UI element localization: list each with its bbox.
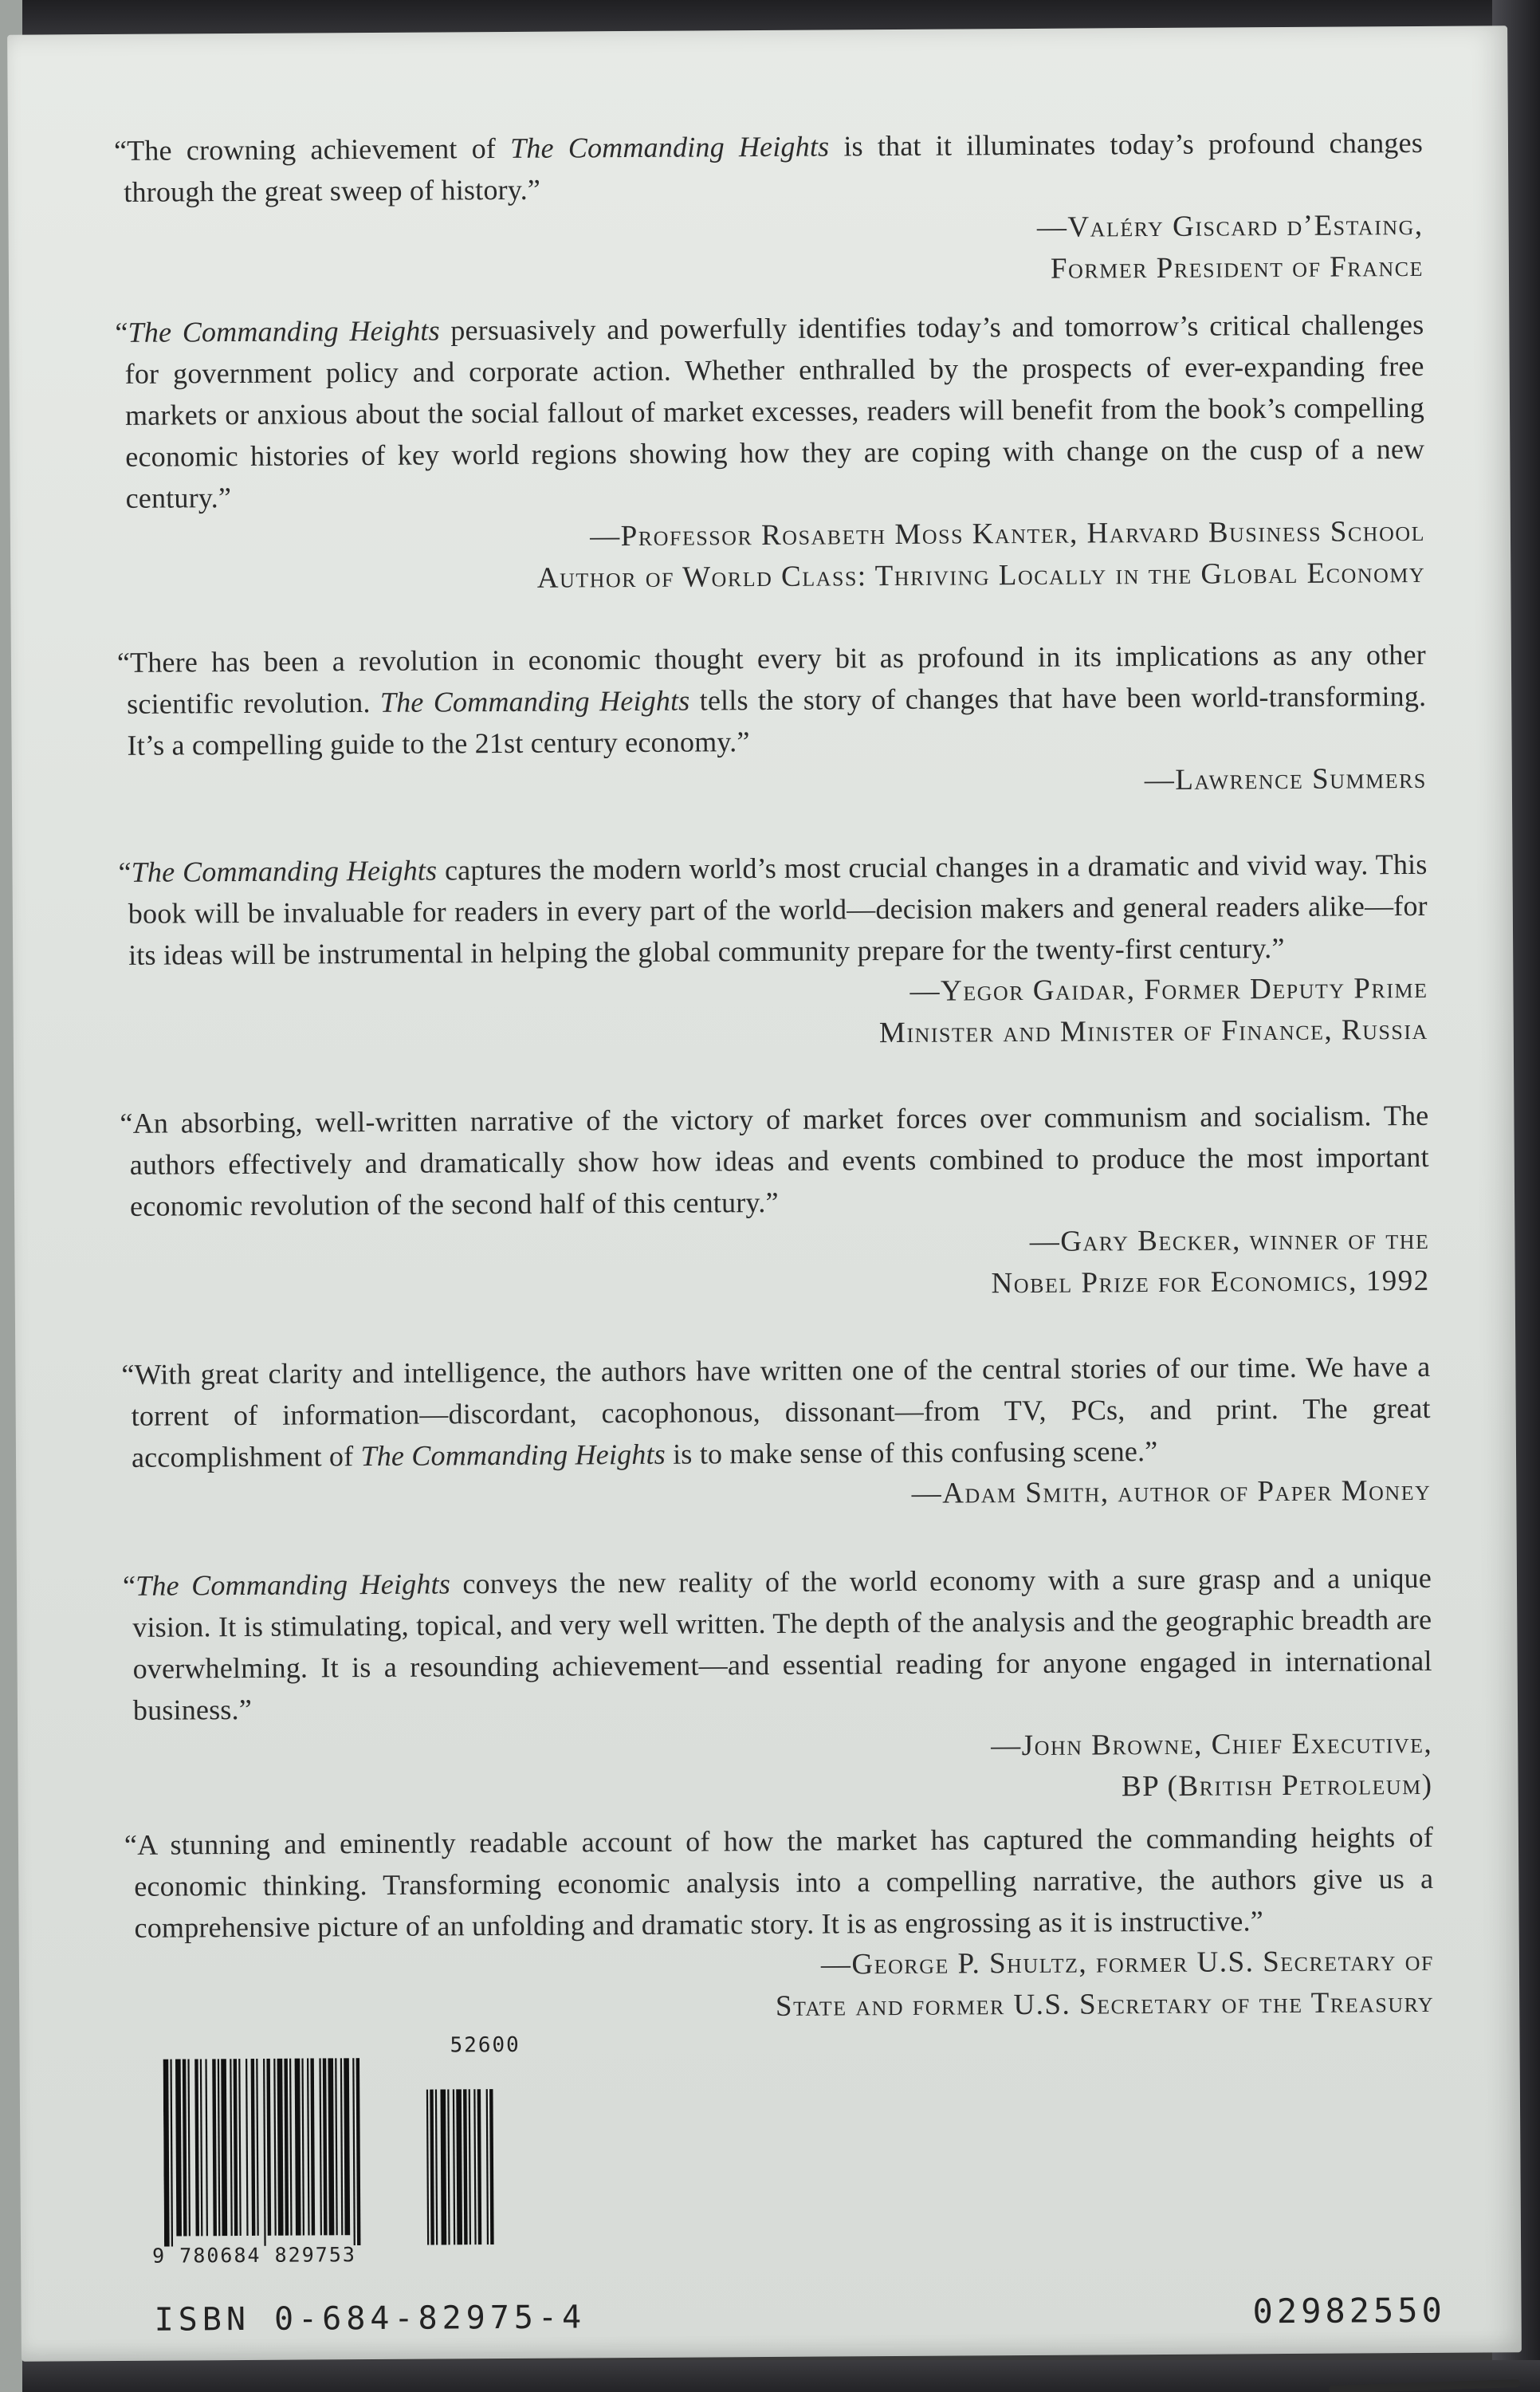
- barcode-bar: [277, 2059, 284, 2236]
- barcode-supplement-bar: [463, 2089, 468, 2244]
- blurb-quote: [124, 1816, 1434, 1949]
- blurb-summers: [116, 634, 1427, 808]
- blurb-becker: [120, 1095, 1430, 1310]
- barcode-bar: [205, 2059, 208, 2236]
- barcode-bar: [183, 2059, 187, 2236]
- quote-book-title: The Commanding Heights: [360, 1438, 666, 1473]
- blurb-attribution: Former President of France: [1050, 250, 1424, 285]
- blurb-quote: [113, 122, 1424, 213]
- barcode-supplement-bar: [447, 2089, 450, 2244]
- blurb-attribution: —Professor Rosabeth Moss Kanter, Harvard Business School: [590, 514, 1426, 553]
- blurb-attribution: State and former U.S. Secretary of the Treasury: [775, 1985, 1435, 2023]
- barcode-bar: [323, 2058, 328, 2235]
- book-back-cover: [7, 26, 1522, 2361]
- barcode-bar: [340, 2058, 344, 2235]
- barcode-supplement-bar: [440, 2089, 446, 2244]
- barcode-bar: [163, 2060, 170, 2247]
- barcode-bar: [301, 2059, 304, 2236]
- blurb-attribution: —Gary Becker, winner of the: [1029, 1222, 1430, 1258]
- barcode-supplement-bar: [435, 2090, 438, 2245]
- quote-segment: is to make sense of this confusing scene.”: [665, 1434, 1158, 1470]
- barcode-bar: [251, 2059, 256, 2236]
- quote-segment: conveys the new reality of the world economy with a sure grasp and a unique vision. It is stimulating, topical, and very well written. The depth of the analysis and the geographic breadth are overwhelming. It is a resounding achievement—and essential reading for anyone engaged in international business.”: [132, 1561, 1432, 1726]
- blurb-attribution: —George P. Shultz, former U.S. Secretary of: [820, 1944, 1435, 1981]
- barcode-block: [139, 2032, 619, 2307]
- barcode-bar: [335, 2058, 338, 2235]
- blurb-browne: [122, 1557, 1433, 1814]
- isbn-label: ISBN 0-684-82975-4: [154, 2299, 587, 2339]
- barcode-bar: [230, 2059, 233, 2236]
- blurb-quote: [116, 634, 1427, 766]
- barcode-supplement-bar: [469, 2089, 471, 2244]
- barcode-bar: [319, 2058, 322, 2235]
- barcode-bar: [273, 2059, 277, 2236]
- barcode-bar: [328, 2058, 334, 2235]
- blurb-attribution: —Adam Smith, author of Paper Money: [911, 1473, 1432, 1510]
- quote-book-title: The Commanding Heights: [510, 130, 830, 164]
- barcode-supplement-bar: [453, 2089, 455, 2244]
- blurb-kanter: [115, 304, 1426, 602]
- background-bottom: [0, 2360, 1540, 2392]
- barcode-bar: [284, 2059, 289, 2236]
- barcode-bar: [246, 2059, 249, 2236]
- barcode-bar: [310, 2058, 315, 2235]
- quote-segment: “A stunning and eminently readable account of how the market has captured the commanding heights of economic thinking. Transforming economic analysis into a compelling narrative, the authors give us a comprehensive picture of an unfolding and dramatic story. It is as engrossing as it is instructive.”: [124, 1820, 1434, 1944]
- quote-book-title: The Commanding Heights: [128, 314, 440, 348]
- quote-segment: “An absorbing, well-written narrative of the victory of market forces over communism and socialism. The authors effectively and dramatically show how ideas and events combined to produce the most important economic revolution of the second half of this century.”: [120, 1099, 1429, 1222]
- blurb-quote: [118, 844, 1428, 976]
- quote-segment: “The crowning achievement of: [113, 132, 511, 167]
- blurb-attribution: BP (British Petroleum): [1121, 1768, 1433, 1804]
- quote-segment: “: [118, 856, 132, 888]
- quote-segment: “With great clarity and intelligence, the authors have written one of the central stories of our time. We have a torrent of information—discordant, cacophonous, dissonant—from TV, PCs, and print. The great accomplishment of: [121, 1350, 1431, 1473]
- blurb-attribution: Author of World Class: Thriving Locally in the Global Economy: [536, 556, 1426, 595]
- blurb-quote: [122, 1557, 1432, 1731]
- blurb-quote: [120, 1095, 1429, 1227]
- blurb-attribution: Minister and Minister of Finance, Russia: [878, 1013, 1428, 1050]
- blurb-attribution: —Lawrence Summers: [1144, 761, 1427, 797]
- barcode-bar: [221, 2059, 227, 2236]
- barcode-bar: [289, 2059, 293, 2236]
- barcode-bar: [212, 2059, 217, 2236]
- barcode-icon: [163, 2057, 515, 2247]
- blurb-attribution: —Valéry Giscard d’Estaing,: [1036, 208, 1424, 244]
- blurb-attribution: —Yegor Gaidar, Former Deputy Prime: [909, 971, 1428, 1008]
- price-code: 52600: [450, 2032, 521, 2058]
- barcode-bar: [170, 2060, 173, 2247]
- barcode-bar: [187, 2059, 191, 2236]
- barcode-bar: [194, 2059, 199, 2236]
- blurb-giscard: [113, 122, 1424, 296]
- barcode-supplement-bar: [426, 2090, 429, 2245]
- blurb-attribution: Nobel Prize for Economics, 1992: [991, 1264, 1430, 1300]
- quote-segment: “: [122, 1569, 136, 1602]
- quote-segment: tells the story of changes that have been world-transforming. It’s a compelling guide to the 21st century economy.”: [127, 679, 1427, 761]
- blurb-smith: [121, 1346, 1432, 1520]
- quote-book-title: The Commanding Heights: [379, 684, 690, 718]
- barcode-supplement-bar: [456, 2089, 462, 2244]
- blurb-attribution: —John Browne, Chief Executive,: [991, 1726, 1433, 1763]
- blurb-shultz: [124, 1816, 1435, 2032]
- barcode-bar: [218, 2059, 221, 2236]
- barcode-bar: [295, 2059, 301, 2236]
- barcode-supplement-bar: [489, 2089, 494, 2244]
- blurb-quote: [115, 304, 1425, 519]
- barcode-bar: [175, 2059, 182, 2236]
- quote-segment: “: [115, 316, 128, 348]
- barcode-bar: [266, 2059, 271, 2236]
- quote-segment: persuasively and powerfully identifies today’s and tomorrow’s critical challenges for government policy and corporate action. Whether enthralled by the prospects of ever-expanding free markets or anxious about the social fallout of market excesses, readers will benefit from the book’s compelling economic histories of key world regions showing how they are coping with change on the cusp of a new century.”: [124, 308, 1425, 514]
- barcode-bar: [256, 2059, 259, 2236]
- barcode-bar: [356, 2058, 361, 2245]
- barcode-supplement-bar: [486, 2089, 489, 2244]
- barcode-bar: [263, 2059, 266, 2246]
- blurb-gaidar: [118, 844, 1428, 1059]
- barcode-digits: 9 780684 829753: [152, 2243, 356, 2268]
- barcode-bar: [200, 2059, 203, 2236]
- quote-book-title: The Commanding Heights: [131, 854, 438, 888]
- barcode-supplement-bar: [430, 2090, 434, 2245]
- blurb-quote: [121, 1346, 1431, 1478]
- quote-segment: is that it illuminates today’s profound changes through the great sweep of history.”: [124, 126, 1424, 208]
- barcode-bar: [238, 2059, 242, 2236]
- barcode-bar: [344, 2058, 350, 2235]
- quote-segment: “There has been a revolution in economic thought every bit as profound in its implications as any other scientific revolution.: [116, 638, 1427, 720]
- barcode-bar: [352, 2058, 356, 2245]
- stock-code: 02982550: [1252, 2290, 1447, 2331]
- barcode-bar: [307, 2059, 310, 2236]
- barcode-supplement-bar: [477, 2089, 482, 2244]
- quote-book-title: The Commanding Heights: [136, 1568, 451, 1602]
- barcode-bar: [234, 2059, 238, 2236]
- barcode-supplement-bar: [473, 2089, 476, 2244]
- quote-segment: captures the modern world’s most crucial changes in a dramatic and vivid way. This book will be invaluable for readers in every part of the world—decision makers and general readers alike—for its ideas will be instrumental in helping the global community prepare for the twenty-first century.”: [128, 848, 1428, 971]
